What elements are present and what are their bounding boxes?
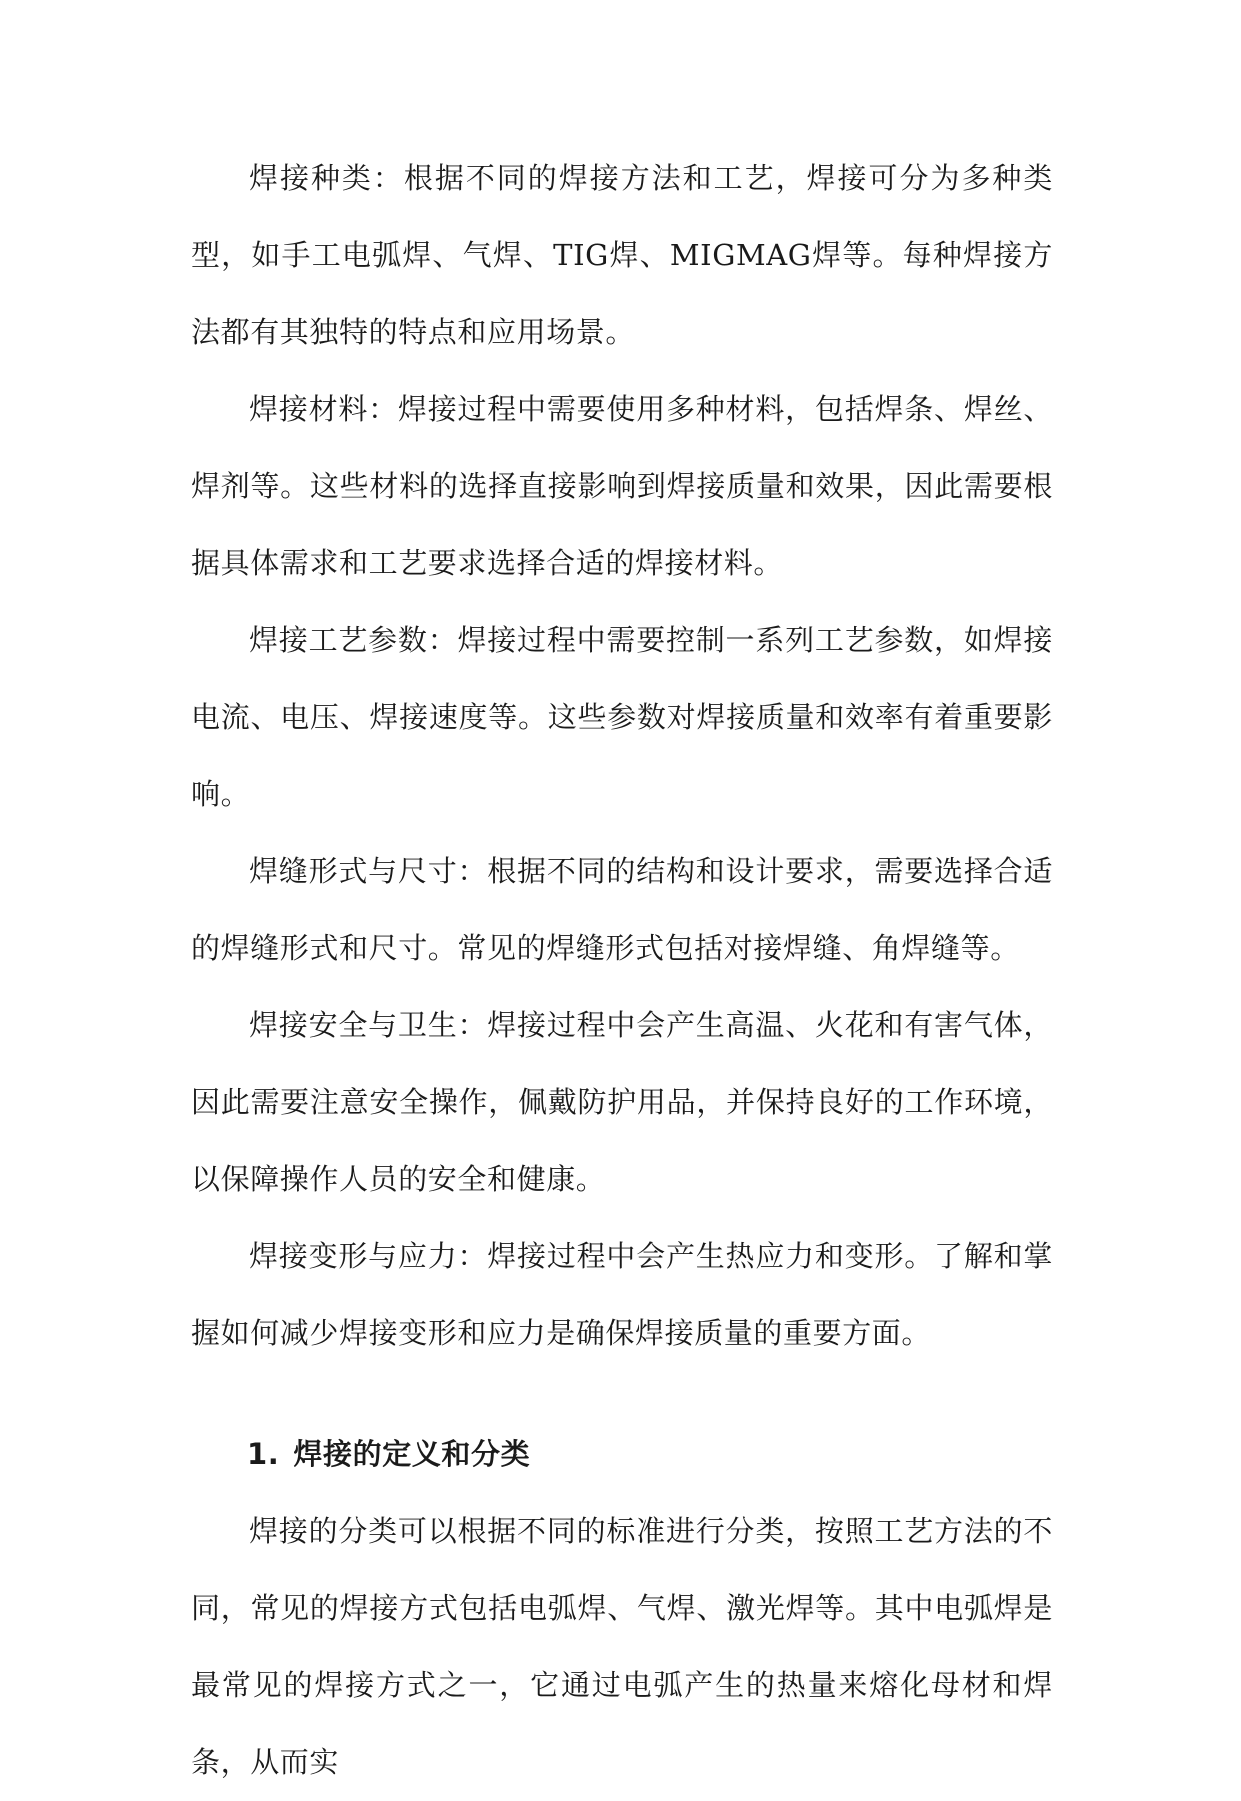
section-title: 焊接的定义和分类 <box>293 1437 531 1471</box>
paragraph-welding-types: 焊接种类：根据不同的焊接方法和工艺，焊接可分为多种类型，如手工电弧焊、气焊、TIG焊、MIGMAG焊等。每种焊接方法都有其独特的特点和应用场景。 <box>191 161 1053 349</box>
section-heading <box>191 1416 1053 1493</box>
paragraph-welding-materials: 焊接材料：焊接过程中需要使用多种材料，包括焊条、焊丝、焊剂等。这些材料的选择直接影响到焊接质量和效果，因此需要根据具体需求和工艺要求选择合适的焊接材料。 <box>191 392 1053 580</box>
paragraph-weld-form-size: 焊缝形式与尺寸：根据不同的结构和设计要求，需要选择合适的焊缝形式和尺寸。常见的焊缝形式包括对接焊缝、角焊缝等。 <box>191 854 1053 965</box>
paragraph-safety-hygiene: 焊接安全与卫生：焊接过程中会产生高温、火花和有害气体，因此需要注意安全操作，佩戴防护用品，并保持良好的工作环境，以保障操作人员的安全和健康。 <box>191 1008 1053 1196</box>
paragraph-classification: 焊接的分类可以根据不同的标准进行分类，按照工艺方法的不同，常见的焊接方式包括电弧焊、气焊、激光焊等。其中电弧焊是最常见的焊接方式之一，它通过电弧产生的热量来熔化母材和焊条，从而实 <box>191 1514 1053 1779</box>
paragraph-deformation-stress: 焊接变形与应力：焊接过程中会产生热应力和变形。了解和掌握如何减少焊接变形和应力是确保焊接质量的重要方面。 <box>191 1239 1053 1350</box>
paragraph-process-parameters: 焊接工艺参数：焊接过程中需要控制一系列工艺参数，如焊接电流、电压、焊接速度等。这些参数对焊接质量和效率有着重要影响。 <box>191 623 1053 811</box>
section-number: 1. <box>247 1437 280 1471</box>
document-body <box>191 140 1053 1801</box>
